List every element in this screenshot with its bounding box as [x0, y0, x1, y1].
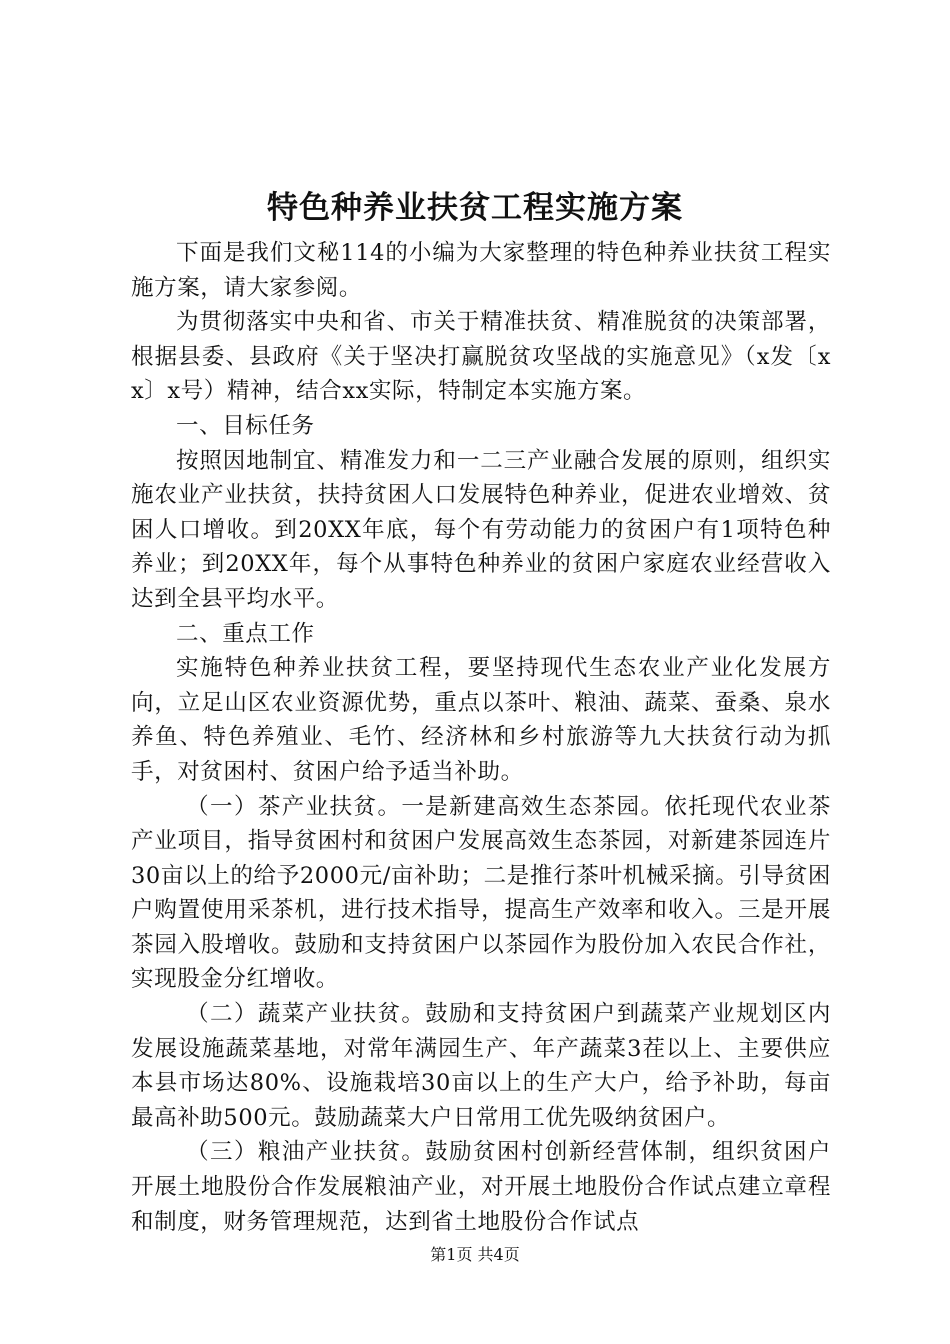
page-number-footer: 第1页 共4页 [430, 1245, 520, 1264]
purpose-paragraph: 为贯彻落实中央和省、市关于精准扶贫、精准脱贫的决策部署，根据县委、县政府《关于坚决打赢脱贫攻坚战的实施意见》（x发〔xx〕x号）精神，结合xx实际，特制定本实施方案。 [131, 309, 831, 405]
section-heading-goals: 一、目标任务 [176, 412, 315, 439]
key-work-paragraph: 实施特色种养业扶贫工程，要坚持现代生态农业产业化发展方向，立足山区农业资源优势，重点以茶叶、粮油、蔬菜、蚕桑、泉水养鱼、特色养殖业、毛竹、经济林和乡村旅游等九大扶贫行动为抓手，对贫困村、贫困户给予适当补助。 [131, 655, 831, 785]
document-title: 特色种养业扶贫工程实施方案 [267, 190, 683, 226]
intro-paragraph: 下面是我们文秘114的小编为大家整理的特色种养业扶贫工程实施方案，请大家参阅。 [131, 240, 831, 301]
document-body [131, 236, 831, 1239]
grain-oil-industry-paragraph: （三）粮油产业扶贫。鼓励贫困村创新经营体制，组织贫困户开展土地股份合作发展粮油产业，对开展土地股份合作试点建立章程和制度，财务管理规范，达到省土地股份合作试点 [131, 1139, 831, 1235]
vegetable-industry-paragraph: （二）蔬菜产业扶贫。鼓励和支持贫困户到蔬菜产业规划区内发展设施蔬菜基地，对常年满园生产、年产蔬菜3茬以上、主要供应本县市场达80%、设施栽培30亩以上的生产大户，给予补助，每亩最高补助500元。鼓励蔬菜大户日常用工优先吸纳贫困户。 [131, 1001, 831, 1131]
tea-industry-paragraph: （一）茶产业扶贫。一是新建高效生态茶园。依托现代农业茶产业项目，指导贫困村和贫困户发展高效生态茶园，对新建茶园连片30亩以上的给予2000元/亩补助；二是推行茶叶机械采摘。引导贫困户购置使用采茶机，进行技术指导，提高生产效率和收入。三是开展茶园入股增收。鼓励和支持贫困户以茶园作为股份加入农民合作社，实现股金分红增收。 [131, 793, 831, 993]
goals-paragraph: 按照因地制宜、精准发力和一二三产业融合发展的原则，组织实施农业产业扶贫，扶持贫困人口发展特色种养业，促进农业增效、贫困人口增收。到20XX年底，每个有劳动能力的贫困户有1项特色种养业；到20XX年，每个从事特色种养业的贫困户家庭农业经营收入达到全县平均水平。 [131, 447, 831, 612]
section-heading-key-work: 二、重点工作 [176, 620, 315, 647]
